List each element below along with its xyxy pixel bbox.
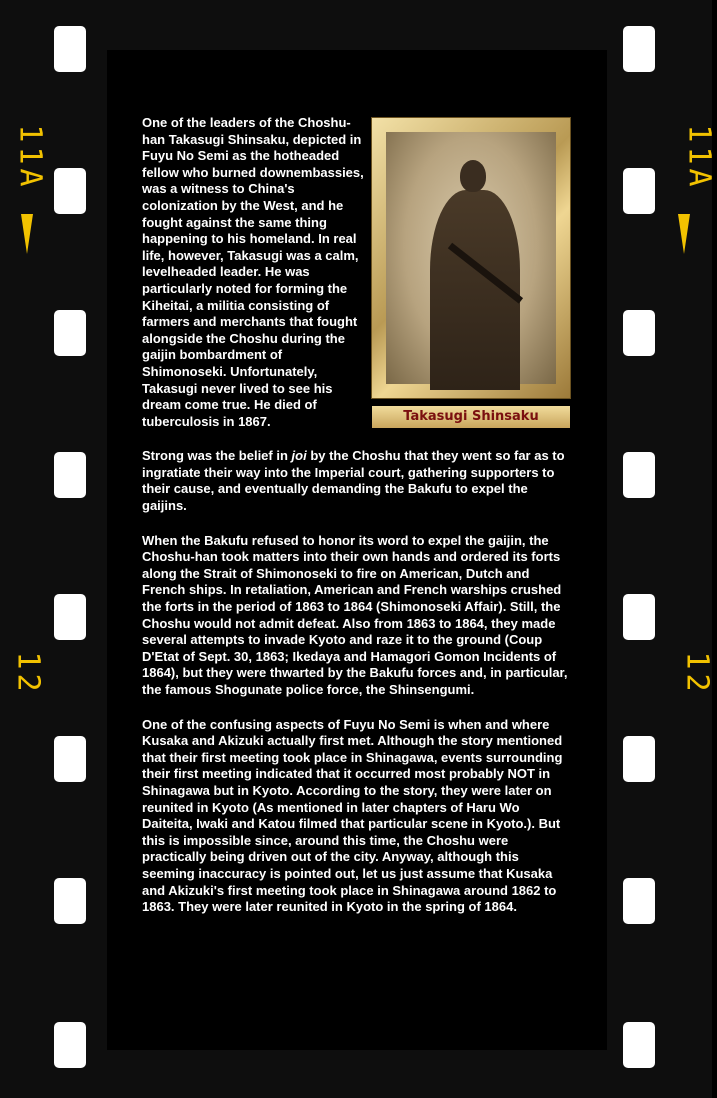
sprocket-hole (623, 1022, 655, 1068)
sprocket-hole (54, 594, 86, 640)
sprocket-hole (54, 26, 86, 72)
edge-code-bottom-left: 12 (10, 651, 46, 696)
gold-photo-frame (372, 118, 570, 398)
sprocket-hole (54, 1022, 86, 1068)
edge-code-top-right: 11A (681, 124, 717, 191)
arrow-marker-icon (21, 214, 33, 254)
sprocket-hole (623, 452, 655, 498)
sprocket-hole (54, 878, 86, 924)
sprocket-hole (623, 310, 655, 356)
sprocket-hole (54, 310, 86, 356)
paragraph-first-meeting: One of the confusing aspects of Fuyu No Semi is when and where Kusaka and Akizuki actually first met. Although the story mentioned that their first meeting took place in Shinagawa, events surrounding their first meeting indicated that it occurred most probably NOT in Shinagawa but in Kyoto. According to the story, they were later on reunited in Kyoto (As mentioned in later chapters of Haru Wo Daiteita, Iwaki and Katou filmed that particular scene in Kyoto.). But this is impossible since, around this time, the Choshu were practically being driven out of the city. Anyway, although this seeming inaccuracy is pointed out, let us just assume that Kusaka and Akizuki's first meeting took place in Shinagawa around 1862 to 1863. They were later reunited in Kyoto in the spring of 1864. (142, 716, 563, 915)
paragraph-joi: Strong was the belief in joi by the Choshu that they went so far as to ingratiate their way into the Imperial court, gathering supporters to their cause, and eventually demanding the Bakufu to expel the gaijins. (142, 448, 565, 514)
arrow-marker-icon (678, 214, 690, 254)
paragraph-shimonoseki: When the Bakufu refused to honor its word to expel the gaijin, the Choshu-han took matters into their own hands and ordered its forts along the Strait of Shimonoseki to fire on American, Dutch and French ships. In retaliation, American and French warships crushed the forts in the period of 1863 to 1864 (Shimonoseki Affair). Still, the Choshu would not admit defeat. Also from 1863 to 1864, they made several attempts to invade Kyoto and raze it to the ground (Coup D'Etat of Sept. 30, 1863; Ikedaya and Hamagori Gomon Incidents of 1864), but they were thwarted by the Bakufu forces and, in particular, the famous Shogunate police force, the Shinsengumi. (142, 532, 568, 697)
portrait-photo (386, 132, 556, 384)
portrait-caption: Takasugi Shinsaku (372, 406, 570, 428)
sprocket-hole (623, 878, 655, 924)
sprocket-hole (54, 452, 86, 498)
sprocket-hole (623, 26, 655, 72)
edge-code-bottom-right: 12 (679, 651, 715, 696)
sprocket-hole (54, 736, 86, 782)
sprocket-hole (623, 594, 655, 640)
edge-code-top-left: 11A (12, 124, 48, 191)
intro-paragraph: One of the leaders of the Choshu-han Takasugi Shinsaku, depicted in Fuyu No Semi as the hotheaded fellow who burned downembassies, was a witness to China's colonization by the West, and he fought against the same thing happening to his homeland. In real life, however, Takasugi was a calm, levelheaded leader. He was particularly noted for forming the Kiheitai, a militia consisting of farmers and merchants that fought alongside the Choshu during the gaijin bombardment of Shimonoseki. Unfortunately, Takasugi never lived to see his dream come true. He died of tuberculosis in 1867. (142, 115, 364, 429)
portrait-figure (372, 118, 570, 428)
sprocket-hole (54, 168, 86, 214)
article-body (142, 115, 572, 934)
sprocket-hole (623, 168, 655, 214)
sprocket-hole (623, 736, 655, 782)
